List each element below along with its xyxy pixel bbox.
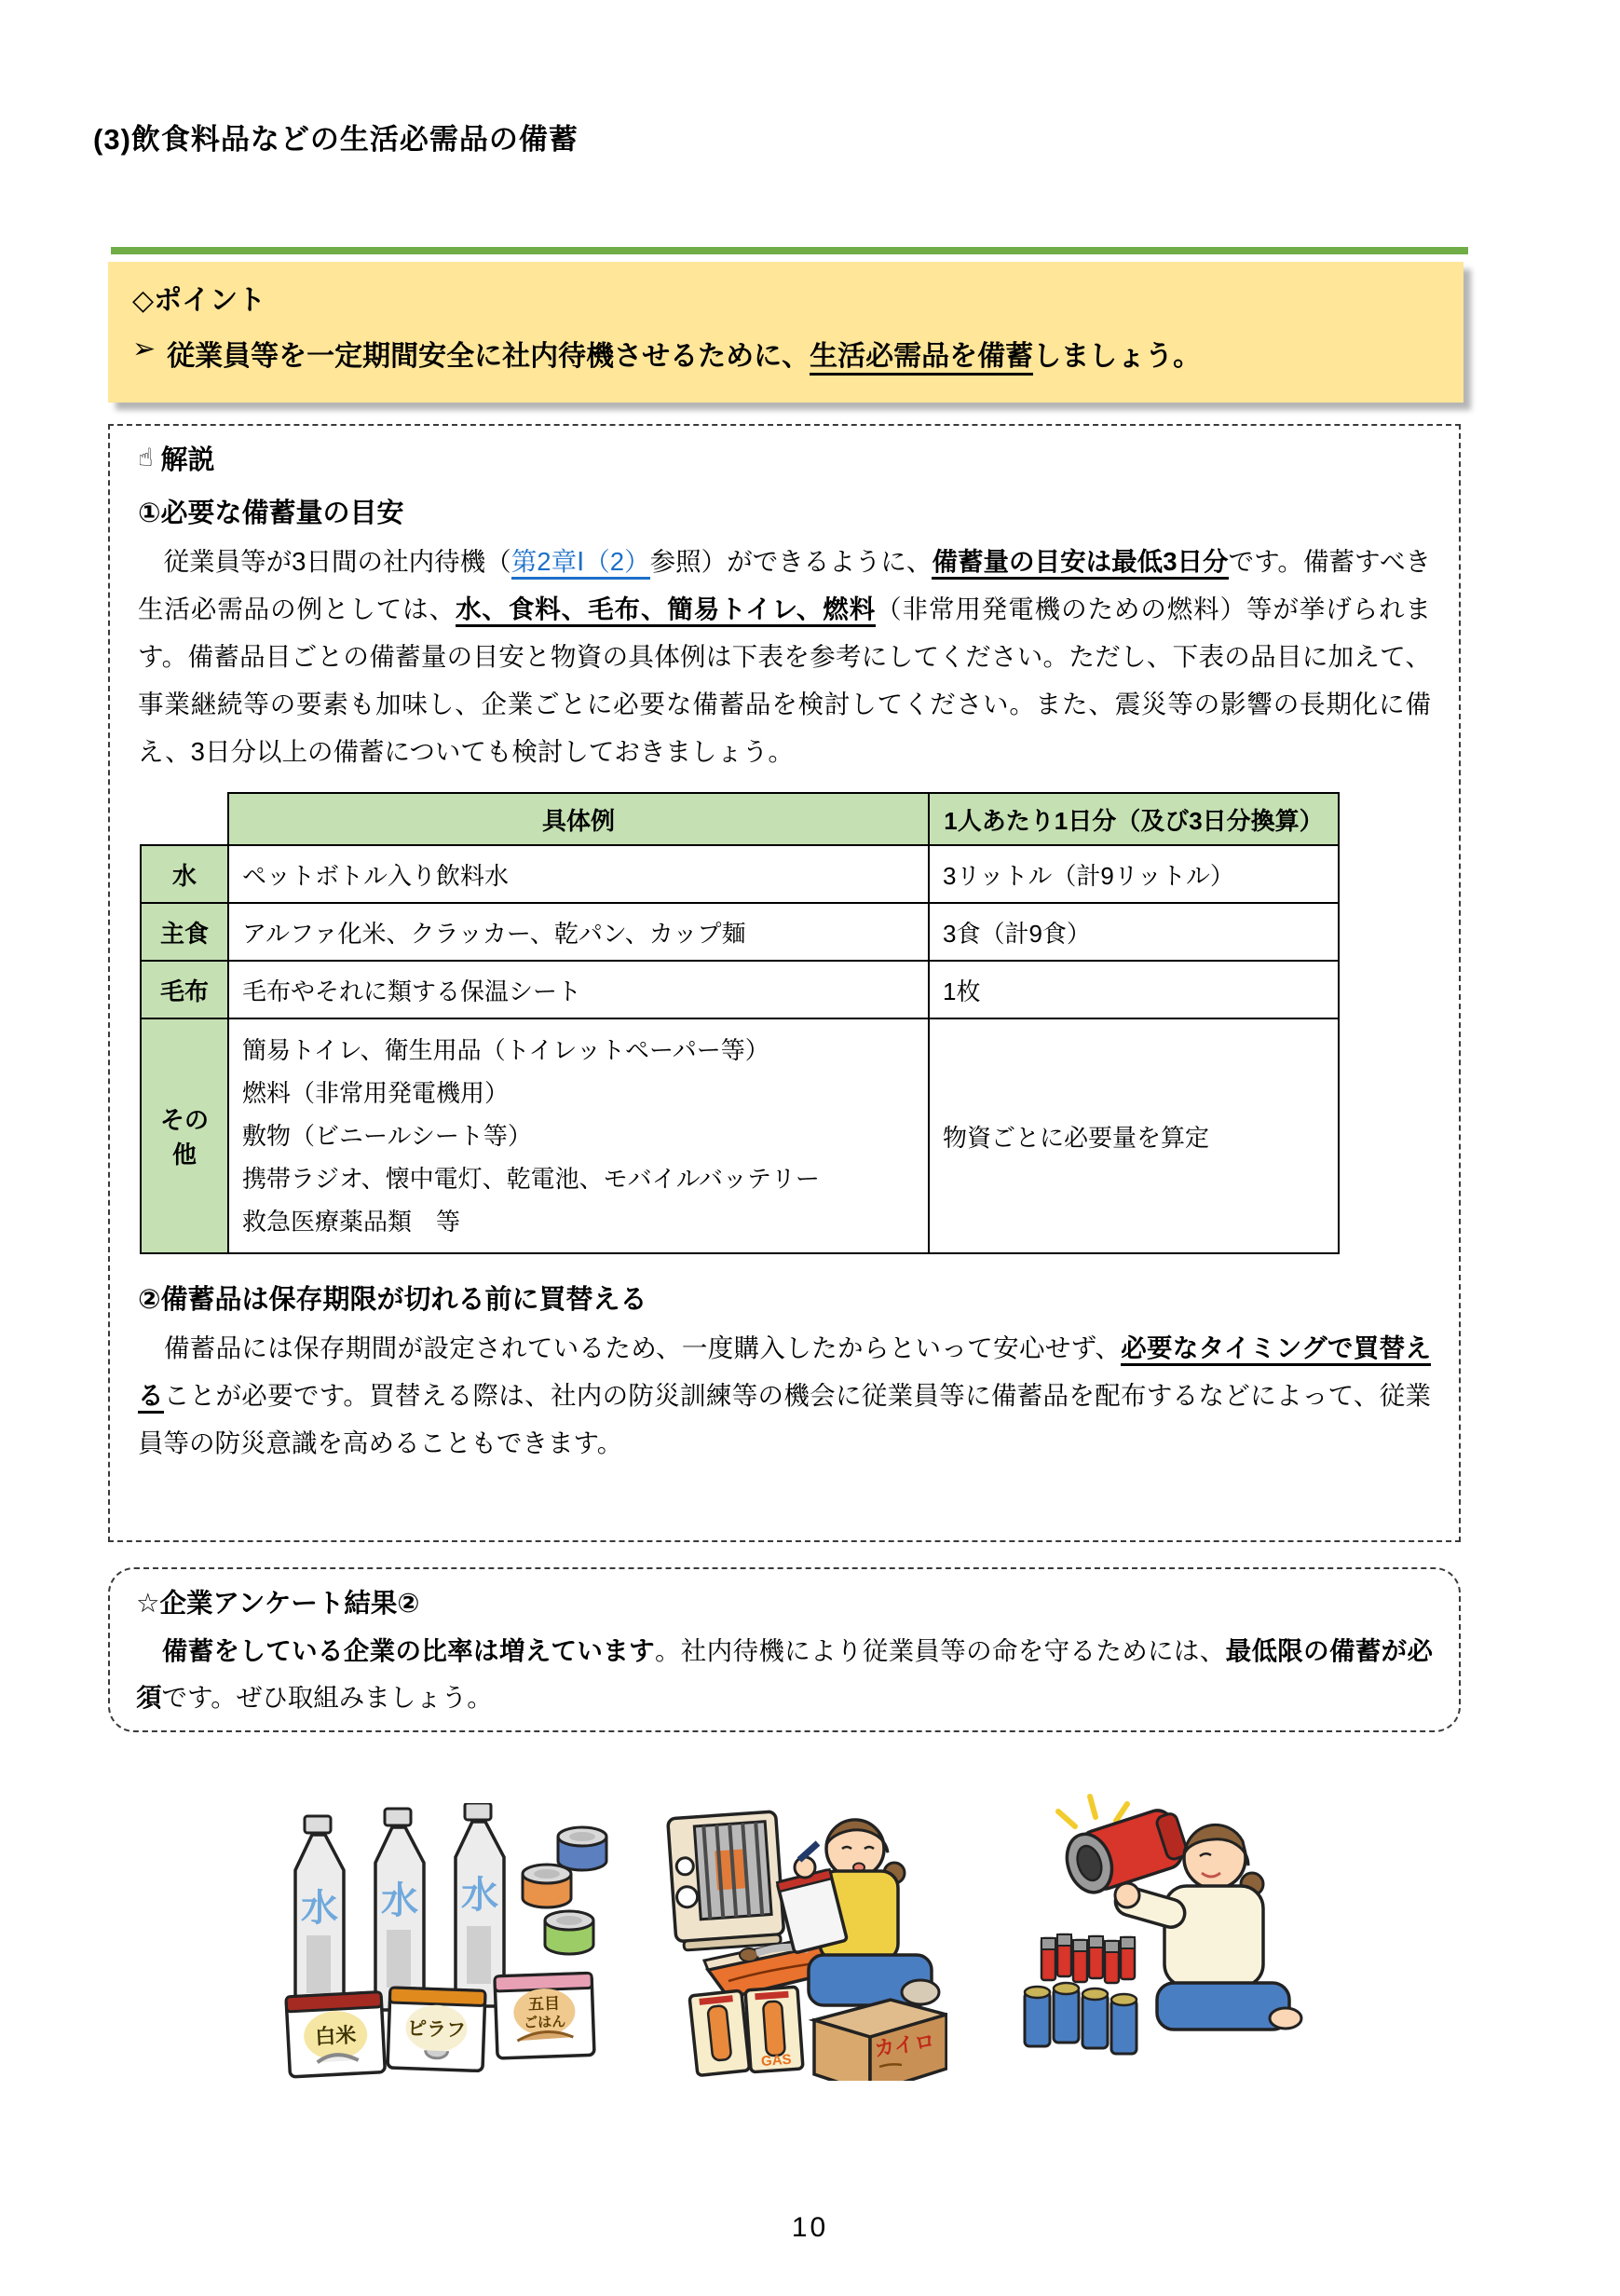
pilaf-pouch-label: ピラフ (406, 2017, 467, 2042)
text-segment: です。備蓄すべき生活必需品の例としては、 (138, 547, 1432, 623)
text-segment: 備蓄をしている企業の比率は増えています (161, 1636, 655, 1665)
text-segment: ことが必要です。買替える際は、社内の防災訓練等の機会に従業員等に備蓄品を配布するなどによって、従業員等の防災意識を高めることもできます。 (138, 1381, 1432, 1457)
text-segment: 生活必需品を備蓄 (810, 341, 1033, 376)
stockpile-table (140, 792, 1340, 1254)
rice-pouch (286, 1992, 385, 2077)
text-segment: 備蓄品には保存期間が設定されているため、一度購入したからといって安心せず、 (138, 1333, 1122, 1362)
text-segment: 参照）ができるように、 (649, 547, 933, 576)
section1-paragraph (138, 538, 1431, 775)
point-heading: ◇ポイント (132, 285, 266, 316)
survey-paragraph (136, 1628, 1433, 1721)
heater (668, 1811, 785, 1951)
pointing-hand-icon: ☝ (138, 444, 154, 472)
col-header-per-person: 1人あたり1日分（及び3日分換算） (929, 793, 1339, 845)
blanket-example-cell: 毛布やそれに類する保温シート (228, 961, 929, 1018)
gomoku-pouch-label-line2: ごはん (523, 2014, 566, 2031)
text-segment: 。社内待機により従業員等の命を守るためには、 (654, 1636, 1226, 1665)
others-amount-cell: 物資ごとに必要量を算定 (929, 1018, 1339, 1253)
text-segment: 備蓄量の目安は最低3日分 (932, 547, 1228, 580)
text-segment (136, 1636, 162, 1665)
section1-heading: ①必要な備蓄量の目安 (138, 499, 404, 528)
table-header-row (141, 793, 1339, 845)
section2-paragraph (138, 1324, 1431, 1467)
table-row-water (141, 845, 1339, 903)
text-segment: しましょう。 (1033, 341, 1202, 372)
flashlight-batteries-illustration (1017, 1791, 1306, 2066)
c-batteries (1025, 1983, 1137, 2054)
text-segment: 水、食料、毛布、簡易トイレ、燃料 (456, 594, 876, 627)
table-row-blanket (141, 961, 1339, 1018)
survey-heading: ☆企業アンケート結果② (136, 1589, 420, 1619)
gomoku-pouch-label-line1: 五目 (527, 1994, 561, 2014)
survey-result-box (108, 1567, 1461, 1732)
water-bottle (375, 1809, 424, 2010)
text-segment: 従業員等を一定期間安全に社内待機させるために、 (167, 341, 810, 372)
page-number: 10 (791, 2212, 829, 2243)
gas-box-label: GAS (760, 2051, 793, 2070)
others-item: 敷物（ビニールシート等） (242, 1122, 532, 1150)
table-corner-blank (141, 793, 228, 845)
pilaf-pouch (388, 1988, 485, 2071)
point-bullet-line (132, 333, 1439, 374)
water-example-cell: ペットボトル入り飲料水 (228, 845, 929, 903)
staple-food-example-cell: アルファ化米、クラッカー、乾パン、カップ麺 (228, 903, 929, 961)
kairo-box-label: カイロ (872, 2029, 937, 2061)
gas-cartridge-boxes (689, 1987, 803, 2075)
text-segment: 最低限の備蓄が必須 (136, 1636, 1434, 1712)
section2-heading: ②備蓄品は保存期限が切れる前に買替える (138, 1285, 647, 1315)
title-underline-rule (111, 247, 1468, 254)
row-label-others: その他 (141, 1018, 228, 1253)
water-kanji-label: 水 (381, 1880, 418, 1921)
canned-food (523, 1827, 606, 1954)
blanket-amount-cell: 1枚 (929, 961, 1339, 1018)
water-kanji-label: 水 (461, 1875, 498, 1916)
arrowhead-bullet-icon: ➢ (132, 334, 157, 364)
hand-warmer-box (814, 2000, 946, 2081)
col-header-example: 具体例 (228, 793, 929, 845)
point-text (167, 333, 1201, 374)
water-and-food-illustration (275, 1803, 615, 2083)
others-example-cell (228, 1018, 929, 1253)
explanation-heading-label: 解説 (160, 445, 215, 475)
row-label-blanket: 毛布 (141, 961, 228, 1018)
water-kanji-label: 水 (301, 1888, 338, 1929)
others-item: 救急医療薬品類 等 (242, 1208, 461, 1236)
page-title: (3)飲食料品などの生活必需品の備蓄 (93, 123, 579, 156)
others-item: 燃料（非常用発電機用） (242, 1079, 510, 1107)
others-item: 簡易トイレ、衛生用品（トイレットペーパー等） (242, 1036, 769, 1064)
rice-pouch-label: 白米 (314, 2023, 357, 2049)
text-segment: 必要なタイミングで買替える (138, 1333, 1431, 1414)
staple-food-amount-cell: 3食（計9食） (929, 903, 1339, 961)
water-bottle (295, 1816, 344, 2016)
text-segment: （非常用発電機のための燃料）等が挙げられます。備蓄品目ごとの備蓄量の目安と物資の具体例は下表を参考にしてください。ただし、下表の品目に加えて、事業継続等の要素も加味し、企業ごとに必要な備蓄品を検討してください。また、震災等の影響の長期化に備え、3日分以上の備蓄についても検討しておきましょう。 (138, 594, 1431, 766)
supply-check-illustration (663, 1778, 947, 2081)
table-row-staple-food (141, 903, 1339, 961)
row-label-water: 水 (141, 845, 228, 903)
point-callout-box (108, 262, 1463, 403)
explanation-box (108, 424, 1461, 1542)
row-label-staple-food: 主食 (141, 903, 228, 961)
text-segment: 従業員等が3日間の社内待機（ (138, 547, 511, 576)
water-amount-cell: 3リットル（計9リットル） (929, 845, 1339, 903)
aa-batteries (1041, 1934, 1135, 1983)
explanation-heading (138, 439, 1431, 477)
others-item: 携帯ラジオ、懐中電灯、乾電池、モバイルバッテリー (242, 1165, 820, 1193)
gomoku-rice-pouch (495, 1973, 594, 2058)
text-segment: です。ぜひ取組みましょう。 (161, 1683, 493, 1712)
chapter-reference-link[interactable]: 第2章Ⅰ（2） (511, 547, 650, 580)
table-row-others (141, 1018, 1339, 1253)
